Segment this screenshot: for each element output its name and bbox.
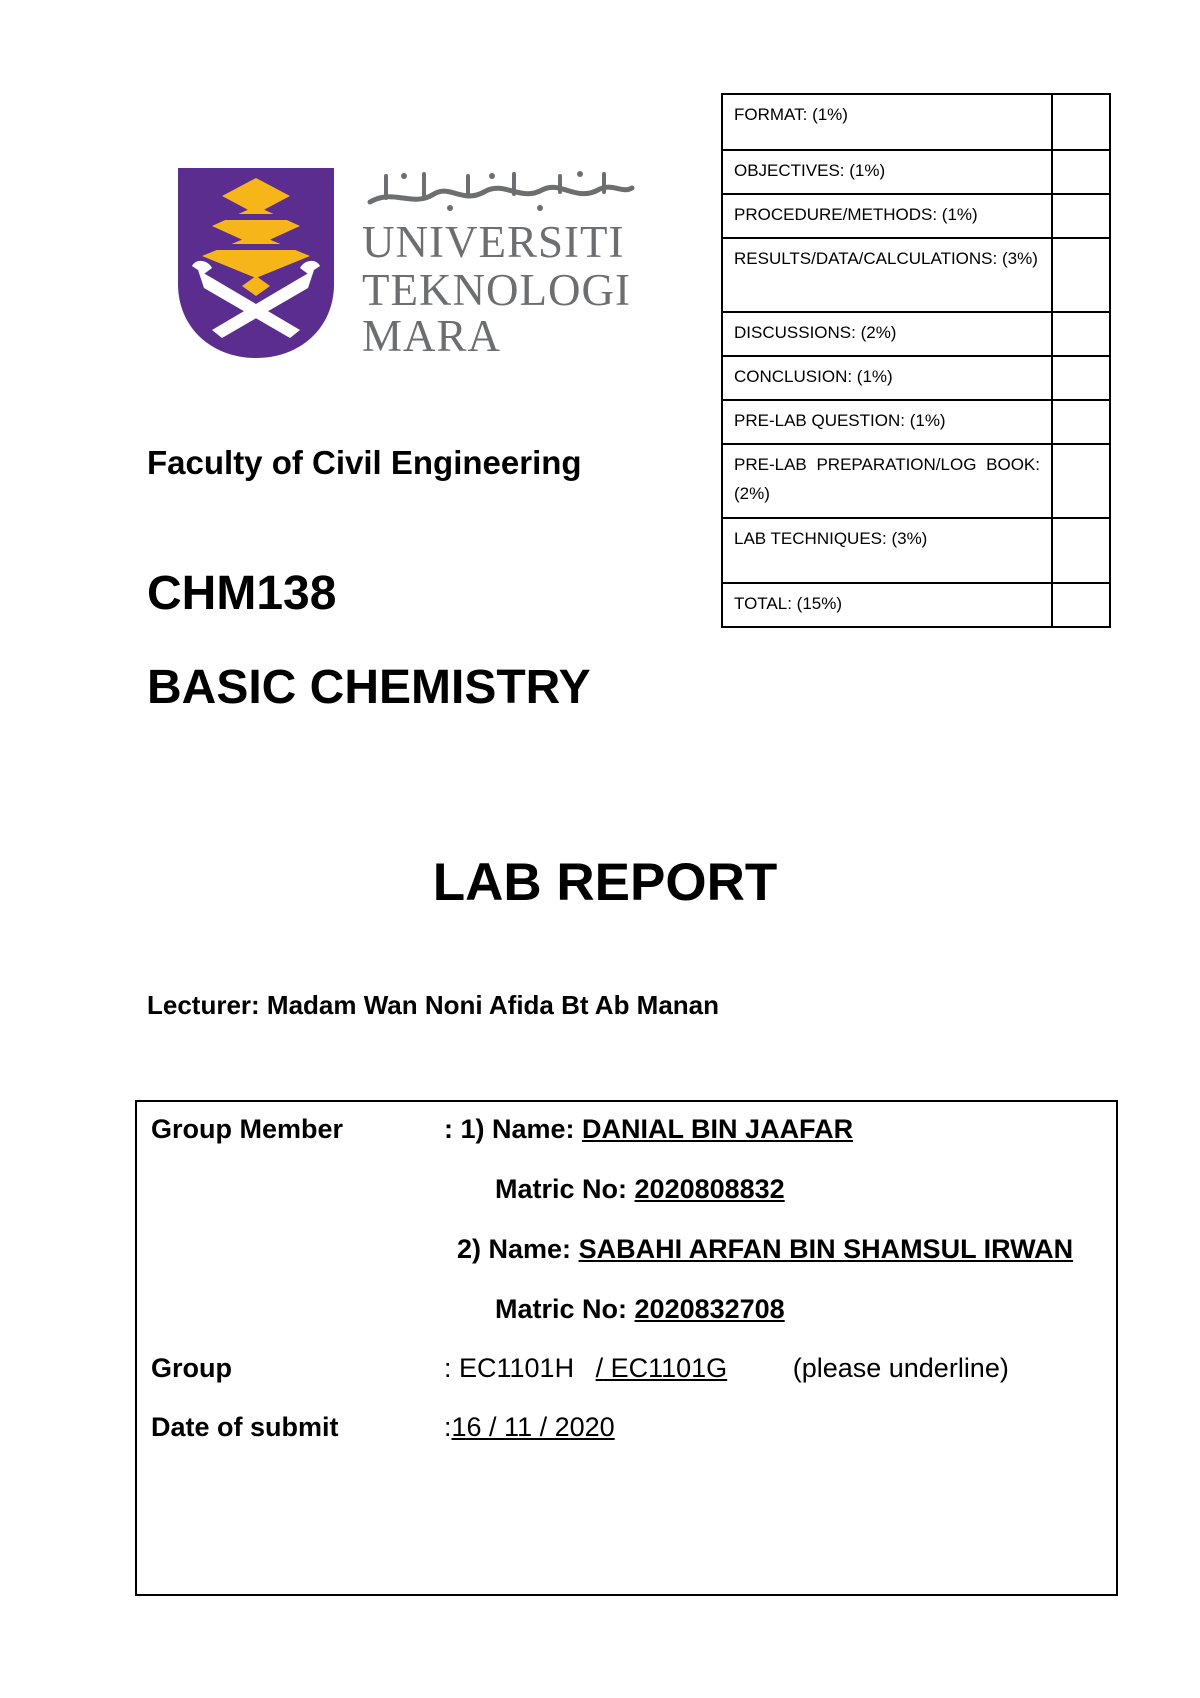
- marks-row-objectives: [722, 150, 1110, 194]
- marks-row-prelab-question: [722, 400, 1110, 444]
- marks-label: PRE-LAB QUESTION: (1%): [722, 400, 1052, 444]
- group-note: (please underline): [792, 1353, 1009, 1383]
- course-name: BASIC CHEMISTRY: [147, 661, 591, 714]
- date-value-line: [444, 1412, 615, 1443]
- marks-label: OBJECTIVES: (1%): [722, 150, 1052, 194]
- member1-prefix: : 1) Name:: [444, 1114, 575, 1144]
- logo-word-universiti: UNIVERSITI: [362, 217, 625, 267]
- member2-name-line: [457, 1234, 1073, 1265]
- marks-label: LAB TECHNIQUES: (3%): [722, 518, 1052, 583]
- marks-score-cell: [1052, 518, 1110, 583]
- group-member-box: [135, 1100, 1118, 1596]
- uitm-arabic-wordmark: [364, 168, 636, 212]
- marks-score-cell: [1052, 194, 1110, 238]
- marks-score-cell: [1052, 444, 1110, 518]
- marks-label: CONCLUSION: (1%): [722, 356, 1052, 400]
- marks-row-prelab-preparation: [722, 444, 1110, 518]
- marks-table: [721, 93, 1111, 628]
- uitm-shield-emblem: [178, 168, 334, 358]
- marks-label: PROCEDURE/METHODS: (1%): [722, 194, 1052, 238]
- member1-matric: 2020808832: [634, 1174, 785, 1204]
- marks-score-cell: [1052, 400, 1110, 444]
- member2-name: SABAHI ARFAN BIN SHAMSUL IRWAN: [578, 1234, 1074, 1264]
- marks-row-lab-techniques: [722, 518, 1110, 583]
- member2-matric: 2020832708: [634, 1294, 785, 1324]
- group-prefix: : EC1101H: [444, 1353, 575, 1383]
- report-title: LAB REPORT: [432, 853, 778, 912]
- marks-score-cell: [1052, 583, 1110, 627]
- member2-prefix: 2) Name:: [457, 1234, 572, 1264]
- lecturer-line: Lecturer: Madam Wan Noni Afida Bt Ab Manan: [147, 990, 720, 1020]
- member2-matric-label: Matric No:: [495, 1294, 628, 1324]
- group-member-label: Group Member: [151, 1114, 344, 1144]
- member1-name: DANIAL BIN JAAFAR: [582, 1114, 854, 1144]
- date-value: 16 / 11 / 2020: [451, 1412, 615, 1442]
- logo-word-mara: MARA: [362, 311, 502, 361]
- marks-label: TOTAL: (15%): [722, 583, 1052, 627]
- faculty-name: Faculty of Civil Engineering: [147, 444, 582, 481]
- logo-word-teknologi: TEKNOLOGI: [362, 265, 631, 315]
- member1-name-line: [444, 1114, 853, 1145]
- marks-score-cell: [1052, 312, 1110, 356]
- arabic-script-glyphs: [364, 168, 636, 212]
- group-label: Group: [151, 1353, 232, 1383]
- marks-row-conclusion: [722, 356, 1110, 400]
- date-label: Date of submit: [151, 1412, 339, 1442]
- marks-label: DISCUSSIONS: (2%): [722, 312, 1052, 356]
- group-selected: [596, 1353, 728, 1383]
- group-value-line: [444, 1353, 1009, 1384]
- marks-label: RESULTS/DATA/CALCULATIONS: (3%): [722, 238, 1052, 312]
- marks-label: FORMAT: (1%): [722, 94, 1052, 150]
- marks-row-results: [722, 238, 1110, 312]
- group-separator: /: [595, 1353, 604, 1383]
- marks-row-discussions: [722, 312, 1110, 356]
- member2-matric-line: [495, 1294, 785, 1325]
- course-code: CHM138: [147, 567, 337, 620]
- member1-matric-line: [495, 1174, 785, 1205]
- marks-row-procedure: [722, 194, 1110, 238]
- marks-score-cell: [1052, 94, 1110, 150]
- group-selected-value: EC1101G: [603, 1353, 728, 1383]
- marks-score-cell: [1052, 356, 1110, 400]
- marks-label: PRE-LAB PREPARATION/LOG BOOK: (2%): [722, 444, 1052, 518]
- member1-matric-label: Matric No:: [495, 1174, 628, 1204]
- uitm-logo: [178, 168, 638, 361]
- marks-row-format: [722, 94, 1110, 150]
- marks-score-cell: [1052, 238, 1110, 312]
- marks-row-total: [722, 583, 1110, 627]
- marks-score-cell: [1052, 150, 1110, 194]
- date-prefix: :: [444, 1412, 452, 1442]
